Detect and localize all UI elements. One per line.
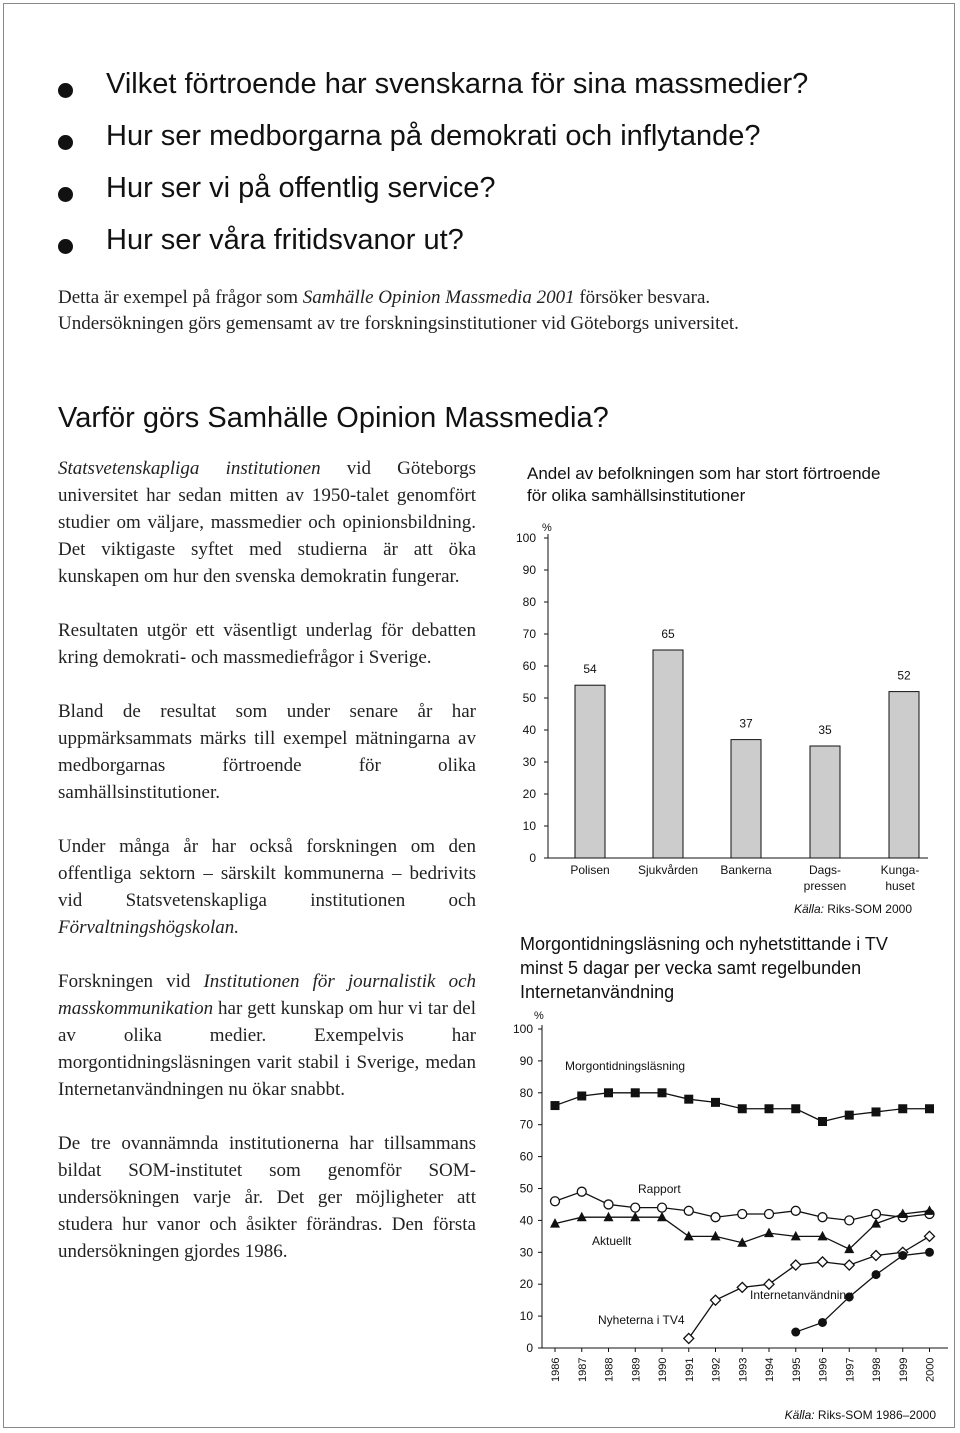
institution-name: Statsvetenskapliga institutionen [58,458,321,479]
source-note [785,1408,937,1422]
x-tick-label: 1990 [657,1357,669,1382]
y-tick-label: 80 [519,1085,533,1100]
series-label: Nyheterna i TV4 [598,1313,685,1327]
intro-title-emphasis: Samhälle Opinion Massmedia 2001 [302,287,575,308]
data-point [898,1104,907,1113]
bar-value-label: 35 [818,723,832,737]
chart-title: Internetanvändning [520,982,675,1002]
y-tick-label: 60 [522,659,536,673]
y-tick-label: 0 [526,1341,533,1355]
data-point [551,1197,560,1206]
x-tick-label: 1991 [683,1357,696,1382]
question-item [58,224,938,264]
bar-value-label: 54 [583,662,597,677]
x-tick-label: 2000 [924,1357,937,1382]
data-point [711,1231,721,1241]
x-tick-label: 1998 [871,1357,883,1382]
y-tick-label: 60 [519,1149,533,1164]
data-point [577,1187,586,1196]
data-point [684,1333,694,1343]
y-axis-unit: % [542,522,552,534]
y-tick-label: 10 [522,819,536,833]
y-tick-label: 30 [519,1245,533,1260]
paragraph-text: Forskningen vid [58,971,204,992]
question-text: Hur ser medborgarna på demokrati och inflytande? [106,120,761,152]
chart-title: minst 5 dagar per vecka samt regelbunden [520,958,862,978]
bar [575,685,605,858]
data-point [604,1200,613,1209]
category-label: Bankerna [720,863,772,877]
category-label: Dags- [808,863,842,877]
question-text: Hur ser våra fritidsvanor ut? [106,224,464,256]
y-tick-label: 50 [522,691,536,705]
question-item [58,172,938,212]
institution-name: Institutionen för journalistik och masskommunikation [58,971,477,1019]
data-point [684,1206,693,1215]
data-point [872,1107,881,1116]
x-tick-label: 1987 [576,1357,589,1382]
intro-text-part: Detta är exempel på frågor som [58,287,303,308]
data-point [604,1212,614,1222]
paragraph [58,968,476,1103]
paragraph: Resultaten utgör ett väsentligt underlag för debatten kring demokrati- och massmediefrågor i Sverige. [58,620,476,668]
bar [810,746,840,858]
x-tick-label: 1997 [844,1357,857,1382]
x-tick-label: 1992 [710,1357,723,1382]
data-point [738,1104,747,1113]
category-label: pressen [803,879,847,893]
question-item [58,120,938,160]
data-point [871,1250,881,1260]
paragraph-text: har gett kunskap om hur vi tar del av olika medier. Exempelvis har morgontidningsläsningen varit stabil i Sverige, medan Internetanvändningen nu ökar snabbt. [58,998,476,1100]
bar-value-label: 37 [739,716,753,731]
data-point [711,1295,721,1305]
source-label: Källa: [793,902,824,916]
institution-name: Förvaltningshögskolan. [58,917,240,938]
data-point [738,1210,747,1219]
y-axis-unit: % [534,1010,544,1022]
paragraph-text: Under många år har också forskningen om den offentliga sektorn – särskilt kommunerna – bedrivits vid Statsvetenskapliga institutionen och [58,836,476,911]
y-tick-label: 80 [522,595,536,609]
source-text: Riks-SOM 1986–2000 [814,1408,936,1422]
media-line-chart [500,925,950,1425]
y-tick-label: 20 [519,1277,533,1292]
paragraph [58,455,476,590]
y-tick-label: 70 [522,627,536,641]
series-label: Aktuellt [592,1234,632,1248]
bullet-icon [58,187,73,202]
data-point [898,1251,907,1260]
y-tick-label: 50 [519,1181,533,1196]
bullet-icon [58,83,73,98]
body-column [58,455,476,1292]
y-tick-label: 10 [519,1309,533,1324]
question-item [58,68,938,108]
paragraph: Bland de resultat som under senare år har uppmärksammats märks till exempel mätningarna av medborgarnas förtroende för olika samhällsinstitutioner. [58,701,476,803]
data-point [631,1203,640,1212]
data-point [631,1088,640,1097]
data-point [684,1231,694,1241]
data-point [577,1212,587,1222]
data-point [764,1228,774,1238]
trust-bar-chart [500,450,950,925]
data-point [925,1231,935,1241]
x-tick-label: 1989 [630,1357,643,1382]
data-point [658,1088,667,1097]
x-tick-label: 1988 [603,1357,616,1382]
chart-title: Andel av befolkningen som har stort förtroende [527,464,881,483]
category-label: Sjukvården [637,863,699,877]
paragraph: De tre ovannämnda institutionerna har tillsammans bildat SOM-institutet som genomför SOM-undersökningen varje år. Det ger möjligheter att studera hur vanor och åsikter förändras. Den första undersökningen gjordes 1986. [58,1133,476,1262]
y-tick-label: 40 [522,723,536,737]
bar-value-label: 65 [661,627,675,641]
category-label: Polisen [570,863,610,877]
y-tick-label: 100 [515,531,536,545]
intro-line: Undersökningen görs gemensamt av tre forskningsinstitutioner vid Göteborgs universitet. [58,313,739,334]
y-tick-label: 0 [529,851,536,865]
y-tick-label: 90 [522,563,536,577]
data-point [551,1101,560,1110]
data-point [791,1206,800,1215]
data-point [818,1213,827,1222]
x-tick-label: 1986 [550,1357,562,1382]
question-text: Hur ser vi på offentlig service? [106,172,496,204]
bar-value-label: 52 [897,668,911,683]
data-point [604,1088,613,1097]
category-label: huset [885,879,915,893]
data-point [765,1210,774,1219]
section-heading: Varför görs Samhälle Opinion Massmedia? [58,402,609,434]
data-point [925,1248,934,1257]
data-point [684,1095,693,1104]
series-label: Internetanvändning [750,1288,853,1302]
chart-title: för olika samhällsinstitutioner [527,486,746,505]
source-text: Riks-SOM 2000 [823,902,912,916]
data-point [925,1104,934,1113]
data-point [711,1098,720,1107]
data-point [818,1318,827,1327]
data-point [845,1111,854,1120]
y-tick-label: 30 [522,755,536,769]
question-text: Vilket förtroende har svenskarna för sina massmedier? [106,68,809,100]
category-label: Kunga- [880,863,920,877]
data-point [844,1260,854,1270]
paragraph-text: vid Göteborgs universitet har sedan mitten av 1950-talet genomfört studier om väljare, massmedier och opinionsbildning. Det viktigaste syftet med studierna är att öka kunskapen om hur den svenska demokratin fungerar. [58,458,476,587]
x-tick-label: 1993 [737,1357,750,1382]
x-tick-label: 1996 [817,1357,830,1382]
data-point [658,1203,667,1212]
y-tick-label: 20 [522,787,536,801]
bullet-icon [58,239,73,254]
data-point [711,1213,720,1222]
data-point [791,1104,800,1113]
data-point [765,1104,774,1113]
source-label: Källa: [784,1408,815,1422]
y-tick-label: 90 [519,1053,533,1068]
data-point [791,1328,800,1337]
x-tick-label: 1995 [790,1357,803,1382]
data-point [872,1210,881,1219]
y-tick-label: 70 [519,1117,533,1132]
data-point [925,1205,935,1215]
data-point [845,1216,854,1225]
source-note [794,902,912,916]
paragraph [58,833,476,941]
y-tick-label: 100 [512,1022,533,1036]
bullet-icon [58,135,73,150]
bar [731,740,761,858]
data-point [630,1212,640,1222]
data-point [737,1282,747,1292]
data-point [577,1091,586,1100]
y-tick-label: 40 [519,1213,533,1228]
series-label: Rapport [638,1182,681,1196]
data-point [872,1270,881,1279]
x-tick-label: 1994 [764,1357,776,1382]
x-tick-label: 1999 [897,1357,910,1382]
intro-line [58,285,938,311]
data-point [818,1257,828,1267]
data-point [791,1260,801,1270]
intro-text [58,285,938,337]
data-point [657,1212,667,1222]
chart-title: Morgontidningsläsning och nyhetstittande i TV [520,934,888,954]
data-point [818,1231,828,1241]
bar [653,650,683,858]
data-point [818,1117,827,1126]
bar [889,692,919,858]
intro-text-part: försöker besvara. [574,287,711,308]
series-label: Morgontidningsläsning [565,1059,686,1073]
